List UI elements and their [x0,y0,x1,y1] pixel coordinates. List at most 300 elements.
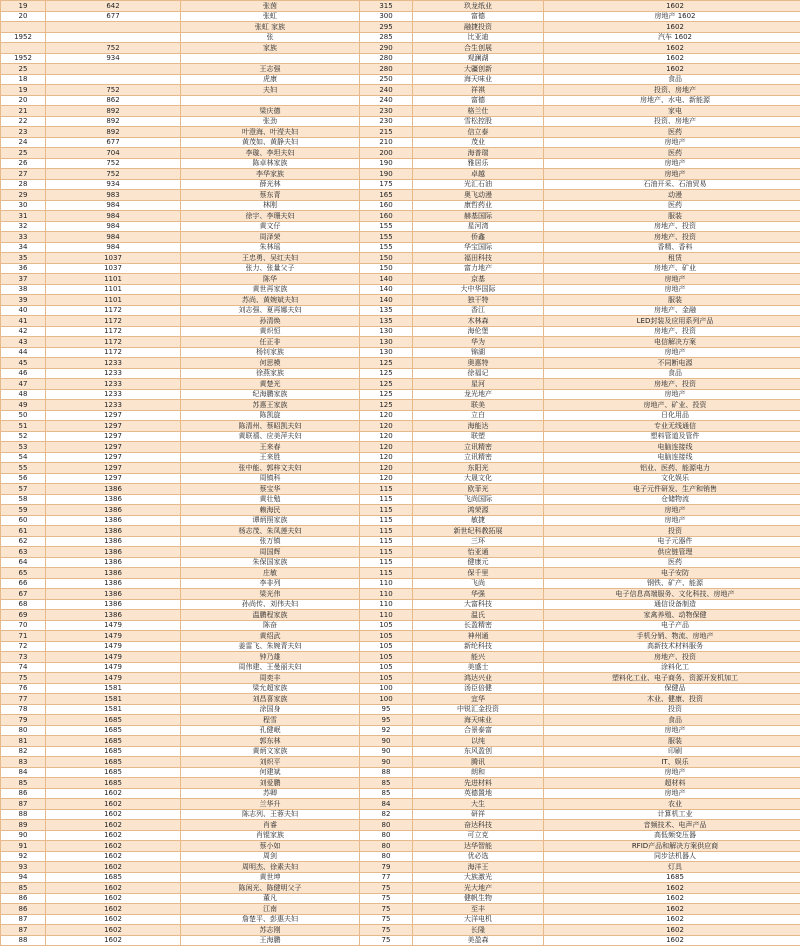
table-row [1,547,800,558]
wealth-cell: 215 [360,127,413,138]
rank-cell: 39 [1,295,46,306]
company-cell: 福田科技 [413,253,544,264]
table-row [1,22,800,33]
table-row [1,799,800,810]
person-name-cell: 肖睿 [181,820,360,831]
company-cell: 美盈森 [413,935,544,946]
rank-cell: 20 [1,95,46,106]
rank-cell: 20 [1,11,46,22]
global-rank-cell: 1297 [46,442,181,453]
table-row [1,746,800,757]
rank-cell: 80 [1,725,46,736]
global-rank-cell: 1386 [46,505,181,516]
industry-cell: 电子安防 [544,568,800,579]
company-cell: 海伦堡 [413,326,544,337]
wealth-cell: 125 [360,379,413,390]
wealth-cell: 100 [360,683,413,694]
wealth-cell: 150 [360,263,413,274]
person-name-cell: 肖锟家族 [181,830,360,841]
rank-cell: 85 [1,883,46,894]
table-row [1,778,800,789]
industry-cell: 塑料管道及管件 [544,431,800,442]
industry-cell: 房地产 [544,284,800,295]
rank-cell: 26 [1,158,46,169]
rank-cell: 79 [1,715,46,726]
company-cell: 大疆创新 [413,64,544,75]
table-row [1,757,800,768]
person-name-cell: 王志强 [181,64,360,75]
global-rank-cell: 1685 [46,736,181,747]
table-row [1,358,800,369]
wealth-cell: 160 [360,211,413,222]
person-name-cell: 姜雷飞、朱婉青夫妇 [181,641,360,652]
person-name-cell: 陈凯旋 [181,410,360,421]
table-row [1,242,800,253]
rank-cell: 51 [1,421,46,432]
industry-cell: 印刷 [544,746,800,757]
company-cell: 长盈精密 [413,620,544,631]
rank-cell: 69 [1,610,46,621]
company-cell: 香江 [413,305,544,316]
rank-cell: 57 [1,484,46,495]
industry-cell: 1602 [544,1,800,12]
company-cell: 新纶科技 [413,641,544,652]
rank-cell: 47 [1,379,46,390]
company-cell: 朗和 [413,767,544,778]
rank-cell: 81 [1,736,46,747]
company-cell: 侨鑫 [413,232,544,243]
industry-cell: 房地产 [544,515,800,526]
wealth-cell: 210 [360,137,413,148]
table-row [1,316,800,327]
rank-cell: 91 [1,841,46,852]
wealth-cell: 79 [360,862,413,873]
person-name-cell: 孙尚传、刘伟夫妇 [181,599,360,610]
person-name-cell: 孙清焕 [181,316,360,327]
table-row [1,127,800,138]
industry-cell: 房地产 [544,725,800,736]
global-rank-cell: 1386 [46,578,181,589]
person-name-cell: 张 [181,32,360,43]
rank-cell: 1952 [1,53,46,64]
global-rank-cell: 1602 [46,904,181,915]
industry-cell: 房地产 [544,505,800,516]
industry-cell: 房地产、投资 [544,326,800,337]
company-cell: 信立泰 [413,127,544,138]
table-row [1,788,800,799]
person-name-cell: 陈卓林家族 [181,158,360,169]
wealth-cell: 105 [360,662,413,673]
rank-cell: 27 [1,169,46,180]
rank-cell: 68 [1,599,46,610]
person-name-cell: 温鹏程家族 [181,610,360,621]
industry-cell: 高新技术材料服务 [544,641,800,652]
rank-cell: 64 [1,557,46,568]
table-row [1,74,800,85]
global-rank-cell: 1233 [46,389,181,400]
industry-cell: 房地产 [544,389,800,400]
industry-cell: 房地产、金融 [544,305,800,316]
table-row [1,599,800,610]
company-cell: 康哲药业 [413,200,544,211]
global-rank-cell: 862 [46,95,181,106]
rank-cell: 63 [1,547,46,558]
industry-cell: 电子信息高端服务、文化科技、房地产 [544,589,800,600]
rank-cell: 76 [1,683,46,694]
global-rank-cell: 1602 [46,883,181,894]
industry-cell: 房地产、投资 [544,379,800,390]
person-name-cell: 黄文仔 [181,221,360,232]
person-name-cell: 黄绍武 [181,631,360,642]
company-cell: 星河湾 [413,221,544,232]
person-name-cell: 刘炽平 [181,757,360,768]
global-rank-cell: 984 [46,242,181,253]
industry-cell: 1602 [544,914,800,925]
wealth-cell: 285 [360,32,413,43]
rank-cell: 74 [1,662,46,673]
rank-cell: 61 [1,526,46,537]
company-cell: 光大地产 [413,883,544,894]
industry-cell: 服装 [544,211,800,222]
wealth-cell: 120 [360,431,413,442]
person-name-cell: 梁光伟 [181,589,360,600]
company-cell: 大生 [413,799,544,810]
industry-cell: 电子元器件 [544,536,800,547]
person-name-cell: 朱林瑶 [181,242,360,253]
table-row [1,85,800,96]
person-name-cell: 黄壮勉 [181,494,360,505]
rank-cell: 92 [1,851,46,862]
table-row [1,631,800,642]
person-name-cell: 黄楚光 [181,379,360,390]
wealth-cell: 120 [360,442,413,453]
person-name-cell: 陈华 [181,274,360,285]
table-row [1,925,800,936]
person-name-cell: 董凡 [181,893,360,904]
person-name-cell: 陈奋 [181,620,360,631]
table-row [1,505,800,516]
industry-cell: 家禽养殖、动物保健 [544,610,800,621]
person-name-cell: 张茵 [181,1,360,12]
table-row [1,662,800,673]
company-cell: 海普瑞 [413,148,544,159]
industry-cell: 房地产、水电、新能源 [544,95,800,106]
company-cell: 合景泰富 [413,725,544,736]
rank-cell: 50 [1,410,46,421]
table-row [1,652,800,663]
company-cell: 大族激光 [413,872,544,883]
table-row [1,715,800,726]
table-row [1,11,800,22]
company-cell: 光汇石油 [413,179,544,190]
industry-cell: 投资、房地产 [544,85,800,96]
person-name-cell: 陈志列、王蓉夫妇 [181,809,360,820]
table-row [1,263,800,274]
industry-cell: 房地产 [544,347,800,358]
company-cell: 大富科技 [413,599,544,610]
global-rank-cell [46,64,181,75]
industry-cell: 房地产、矿业、投资 [544,400,800,411]
table-row [1,452,800,463]
wealth-cell: 160 [360,200,413,211]
table-row [1,820,800,831]
person-name-cell: 蔡小如 [181,841,360,852]
wealth-cell: 250 [360,74,413,85]
industry-cell: 涂料化工 [544,662,800,673]
industry-cell: 塑料化工业、电子商务、资源开发机加工 [544,673,800,684]
table-row [1,526,800,537]
global-rank-cell: 752 [46,43,181,54]
wealth-cell: 295 [360,22,413,33]
global-rank-cell: 1581 [46,694,181,705]
person-name-cell: 郭东林 [181,736,360,747]
rank-cell: 37 [1,274,46,285]
wealth-cell: 155 [360,232,413,243]
global-rank-cell: 1297 [46,421,181,432]
person-name-cell: 朱保国家族 [181,557,360,568]
table-row [1,851,800,862]
company-cell: 鸿荣源 [413,505,544,516]
global-rank-cell: 1386 [46,589,181,600]
wealth-cell: 290 [360,43,413,54]
global-rank-cell [46,32,181,43]
wealth-cell: 75 [360,904,413,915]
company-cell: 三环 [413,536,544,547]
table-row [1,64,800,75]
industry-cell: 房地产 [544,137,800,148]
person-name-cell: 梁庆德 [181,106,360,117]
industry-cell: IT、娱乐 [544,757,800,768]
rank-cell: 25 [1,64,46,75]
global-rank-cell: 892 [46,106,181,117]
company-cell: 海天味业 [413,715,544,726]
global-rank-cell: 1386 [46,610,181,621]
industry-cell: 1602 [544,22,800,33]
company-cell: 华强 [413,589,544,600]
person-name-cell: 叶澄海、叶滢夫妇 [181,127,360,138]
industry-cell: 食品 [544,715,800,726]
rank-cell: 44 [1,347,46,358]
industry-cell: 电子产品 [544,620,800,631]
wealth-cell: 130 [360,326,413,337]
industry-cell: 房地产 [544,788,800,799]
wealth-cell: 95 [360,715,413,726]
table-row [1,494,800,505]
wealth-cell: 230 [360,116,413,127]
wealth-cell: 75 [360,925,413,936]
company-cell: 京基 [413,274,544,285]
person-name-cell: 周泽荣 [181,232,360,243]
rank-cell: 43 [1,337,46,348]
rank-cell: 87 [1,799,46,810]
industry-cell: 房地产 [544,169,800,180]
rank-cell: 71 [1,631,46,642]
table-row [1,557,800,568]
company-cell: 海能达 [413,421,544,432]
table-row [1,253,800,264]
industry-cell: 医药 [544,127,800,138]
ranking-table-body [1,1,800,946]
rank-cell: 46 [1,368,46,379]
company-cell: 至丰 [413,904,544,915]
company-cell: 木林森 [413,316,544,327]
table-row [1,347,800,358]
global-rank-cell: 1386 [46,547,181,558]
wealth-cell: 120 [360,421,413,432]
wealth-cell: 80 [360,841,413,852]
global-rank-cell: 1101 [46,284,181,295]
person-name-cell: 周奕丰 [181,673,360,684]
wealth-cell: 105 [360,631,413,642]
table-row [1,274,800,285]
global-rank-cell: 1172 [46,326,181,337]
person-name-cell: 虎康 [181,74,360,85]
table-row [1,295,800,306]
person-name-cell: 詹楚平、彭惠夫妇 [181,914,360,925]
global-rank-cell: 1602 [46,841,181,852]
rank-cell: 70 [1,620,46,631]
industry-cell: 房地产 [544,158,800,169]
wealth-cell: 190 [360,169,413,180]
global-rank-cell: 1233 [46,400,181,411]
company-cell: 可立克 [413,830,544,841]
person-name-cell: 王忠勇、吴红夫妇 [181,253,360,264]
industry-cell: 电脑连接线 [544,452,800,463]
global-rank-cell: 752 [46,158,181,169]
wealth-cell: 80 [360,851,413,862]
industry-cell: 1602 [544,64,800,75]
person-name-cell: 王来春 [181,442,360,453]
table-row [1,872,800,883]
company-cell: 宜华 [413,694,544,705]
wealth-cell: 140 [360,295,413,306]
global-rank-cell: 1233 [46,368,181,379]
rank-cell: 86 [1,788,46,799]
wealth-cell: 155 [360,242,413,253]
industry-cell: 石油开采、石油贸易 [544,179,800,190]
company-cell: 富德 [413,95,544,106]
industry-cell: 房地产、投资 [544,221,800,232]
wealth-cell: 120 [360,452,413,463]
company-cell: 联塑 [413,431,544,442]
rank-cell: 86 [1,904,46,915]
person-name-cell: 蔡宝华 [181,484,360,495]
wealth-cell: 240 [360,95,413,106]
person-name-cell: 陈闲光、陈健明父子 [181,883,360,894]
table-row [1,232,800,243]
table-row [1,841,800,852]
wealth-cell: 165 [360,190,413,201]
person-name-cell: 谭炳照家族 [181,515,360,526]
wealth-cell: 90 [360,757,413,768]
company-cell: 大晟文化 [413,473,544,484]
global-rank-cell: 1602 [46,851,181,862]
company-cell: 英德置地 [413,788,544,799]
global-rank-cell: 1602 [46,820,181,831]
global-rank-cell: 1685 [46,757,181,768]
person-name-cell: 苏志刚 [181,925,360,936]
company-cell: 汤臣倍健 [413,683,544,694]
industry-cell: 香精、香料 [544,242,800,253]
rank-cell: 18 [1,74,46,85]
industry-cell: 汽车 1602 [544,32,800,43]
global-rank-cell [46,22,181,33]
wealth-cell: 105 [360,673,413,684]
wealth-cell: 100 [360,694,413,705]
wealth-cell: 135 [360,316,413,327]
company-cell: 奥飞动漫 [413,190,544,201]
person-name-cell: 蔡东青 [181,190,360,201]
global-rank-cell: 1602 [46,935,181,946]
global-rank-cell: 1602 [46,914,181,925]
rank-cell: 23 [1,127,46,138]
wealth-cell: 140 [360,284,413,295]
company-cell: 龙光地产 [413,389,544,400]
person-name-cell: 梁允超家族 [181,683,360,694]
wealth-cell: 175 [360,179,413,190]
rank-cell: 54 [1,452,46,463]
company-cell: 奥惠特 [413,358,544,369]
wealth-cell: 75 [360,883,413,894]
rank-cell: 75 [1,673,46,684]
industry-cell: 医药 [544,557,800,568]
wealth-cell: 200 [360,148,413,159]
global-rank-cell: 1602 [46,893,181,904]
person-name-cell: 陈清州、蔡昭凯夫妇 [181,421,360,432]
table-row [1,158,800,169]
person-name-cell: 黄世坤 [181,872,360,883]
industry-cell: 1602 [544,53,800,64]
industry-cell: 日化用品 [544,410,800,421]
rank-cell: 84 [1,767,46,778]
wealth-cell: 75 [360,935,413,946]
wealth-cell: 80 [360,830,413,841]
company-cell: 联美 [413,400,544,411]
company-cell: 能兴 [413,652,544,663]
global-rank-cell: 934 [46,179,181,190]
global-rank-cell: 1685 [46,746,181,757]
person-name-cell: 李华家族 [181,169,360,180]
wealth-cell: 82 [360,809,413,820]
wealth-cell: 84 [360,799,413,810]
global-rank-cell: 892 [46,127,181,138]
wealth-cell: 105 [360,620,413,631]
rank-cell [1,43,46,54]
global-rank-cell: 752 [46,169,181,180]
wealth-cell: 280 [360,53,413,64]
company-cell: 大洋电机 [413,914,544,925]
wealth-cell: 135 [360,305,413,316]
person-name-cell: 张力、张量父子 [181,263,360,274]
industry-cell: 房地产、投资 [544,652,800,663]
company-cell: 优必选 [413,851,544,862]
global-rank-cell: 1602 [46,788,181,799]
company-cell: 奋达科技 [413,820,544,831]
global-rank-cell: 984 [46,200,181,211]
global-rank-cell: 1172 [46,305,181,316]
person-name-cell: 张虹 家族 [181,22,360,33]
global-rank-cell: 1386 [46,557,181,568]
rank-cell: 41 [1,316,46,327]
wealth-cell: 300 [360,11,413,22]
wealth-cell: 110 [360,578,413,589]
industry-cell: 房地产 [544,767,800,778]
company-cell: 温氏 [413,610,544,621]
global-rank-cell: 1479 [46,631,181,642]
industry-cell: 音频技术、电声产品 [544,820,800,831]
rank-cell: 33 [1,232,46,243]
rank-cell: 22 [1,116,46,127]
